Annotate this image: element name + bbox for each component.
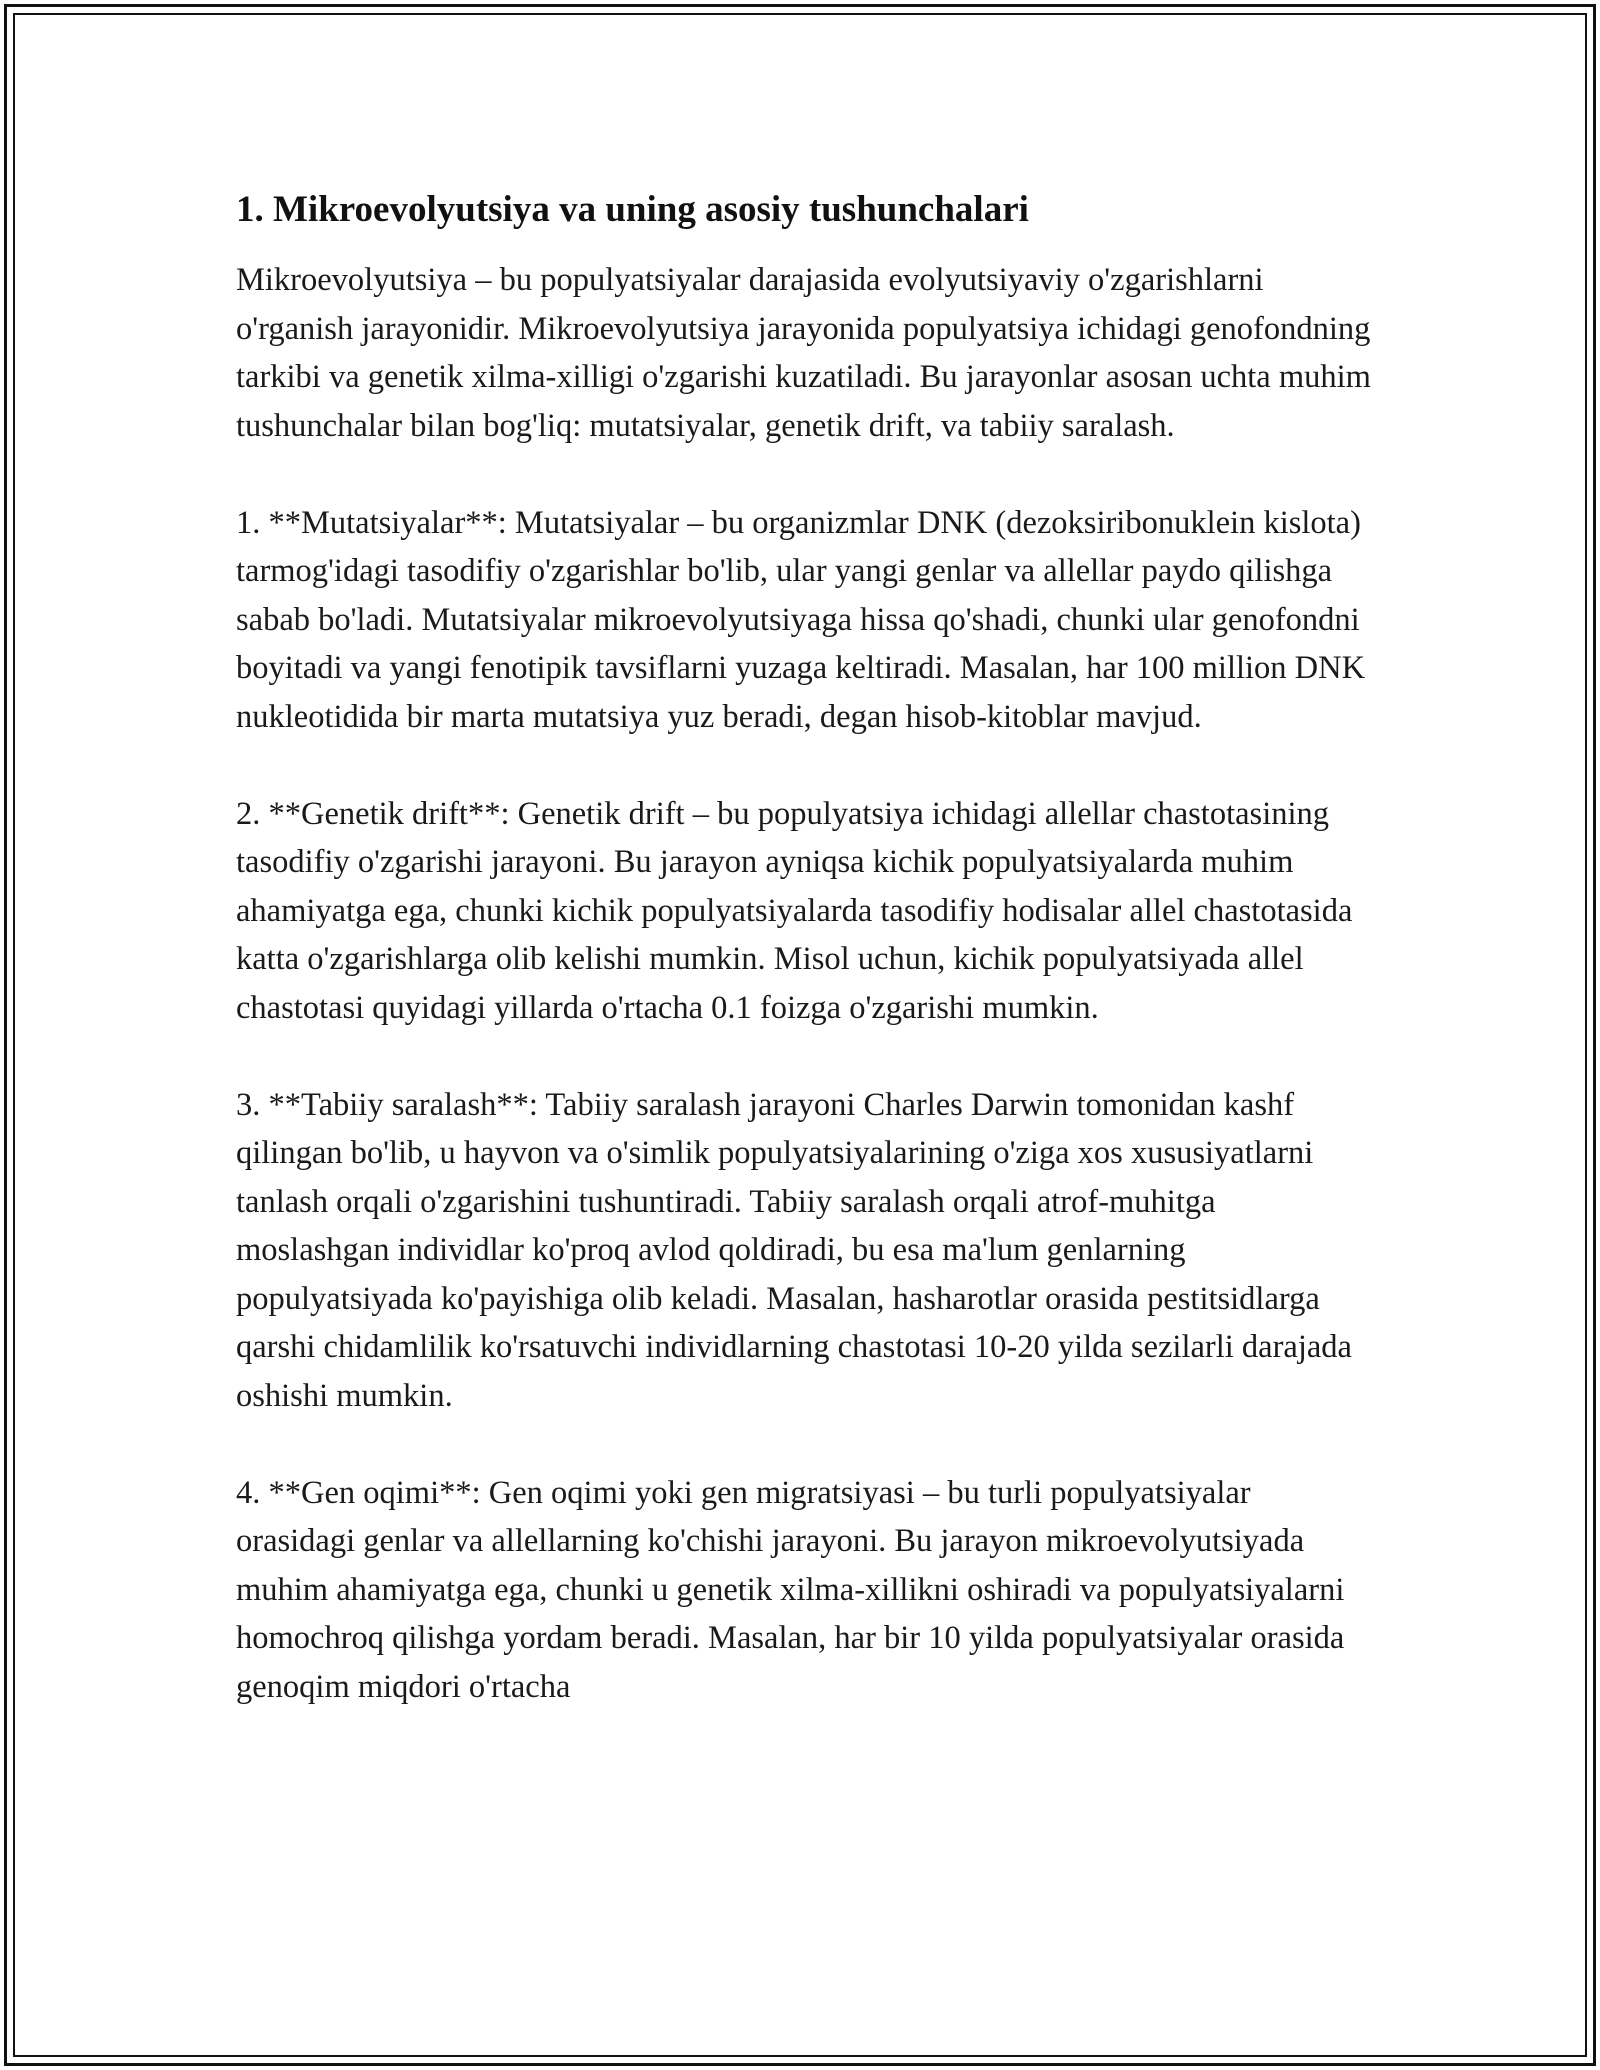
document-body — [236, 186, 1371, 1711]
section-title: 1. Mikroevolyutsiya va uning asosiy tushunchalari — [236, 189, 1029, 230]
paragraph-natural-selection: 3. **Tabiiy saralash**: Tabiiy saralash jarayoni Charles Darwin tomonidan kashf qilingan bo'lib, u hayvon va o'simlik populyatsiyalarining o'ziga xos xususiyatlarni tanlash orqali o'zgarishini tushuntiradi. Tabiiy saralash orqali atrof-muhitga moslashgan individlar ko'proq avlod qoldiradi, bu esa ma'lum genlarning populyatsiyada ko'payishiga olib keladi. Masalan, hasharotlar orasida pestitsidlarga qarshi chidamlilik ko'rsatuvchi individlarning chastotasi 10-20 yilda sezilarli darajada oshishi mumkin. — [236, 1086, 1352, 1414]
paragraph-genetic-drift: 2. **Genetik drift**: Genetik drift – bu populyatsiya ichidagi allellar chastotasining tasodifiy o'zgarishi jarayoni. Bu jarayon ayniqsa kichik populyatsiyalarda muhim ahamiyatga ega, chunki kichik populyatsiyalarda tasodifiy hodisalar allel chastotasida katta o'zgarishlarga olib kelishi mumkin. Misol uchun, kichik populyatsiyada allel chastotasi quyidagi yillarda o'rtacha 0.1 foizga o'zgarishi mumkin. — [236, 795, 1353, 1026]
paragraph-intro: Mikroevolyutsiya – bu populyatsiyalar darajasida evolyutsiyaviy o'zgarishlarni o'rganish jarayonidir. Mikroevolyutsiya jarayonida populyatsiya ichidagi genofondning tarkibi va genetik xilma-xilligi o'zgarishi kuzatiladi. Bu jarayonlar asosan uchta muhim tushunchalar bilan bog'liq: mutatsiyalar, genetik drift, va tabiiy saralash. — [236, 262, 1371, 444]
paragraph-mutations: 1. **Mutatsiyalar**: Mutatsiyalar – bu organizmlar DNK (dezoksiribonuklein kislota) tarmog'idagi tasodifiy o'zgarishlar bo'lib, ular yangi genlar va allellar paydo qilishga sabab bo'ladi. Mutatsiyalar mikroevolyutsiyaga hissa qo'shadi, chunki ular genofondni boyitadi va yangi fenotipik tavsiflarni yuzaga keltiradi. Masalan, har 100 million DNK nukleotidida bir marta mutatsiya yuz beradi, degan hisob-kitoblar mavjud. — [236, 504, 1366, 735]
paragraph-gene-flow: 4. **Gen oqimi**: Gen oqimi yoki gen migratsiyasi – bu turli populyatsiyalar orasidagi genlar va allellarning ko'chishi jarayoni. Bu jarayon mikroevolyutsiyada muhim ahamiyatga ega, chunki u genetik xilma-xillikni oshiradi va populyatsiyalarni homochroq qilishga yordam beradi. Masalan, har bir 10 yilda populyatsiyalar orasida genoqim miqdori o'rtacha — [236, 1474, 1345, 1705]
